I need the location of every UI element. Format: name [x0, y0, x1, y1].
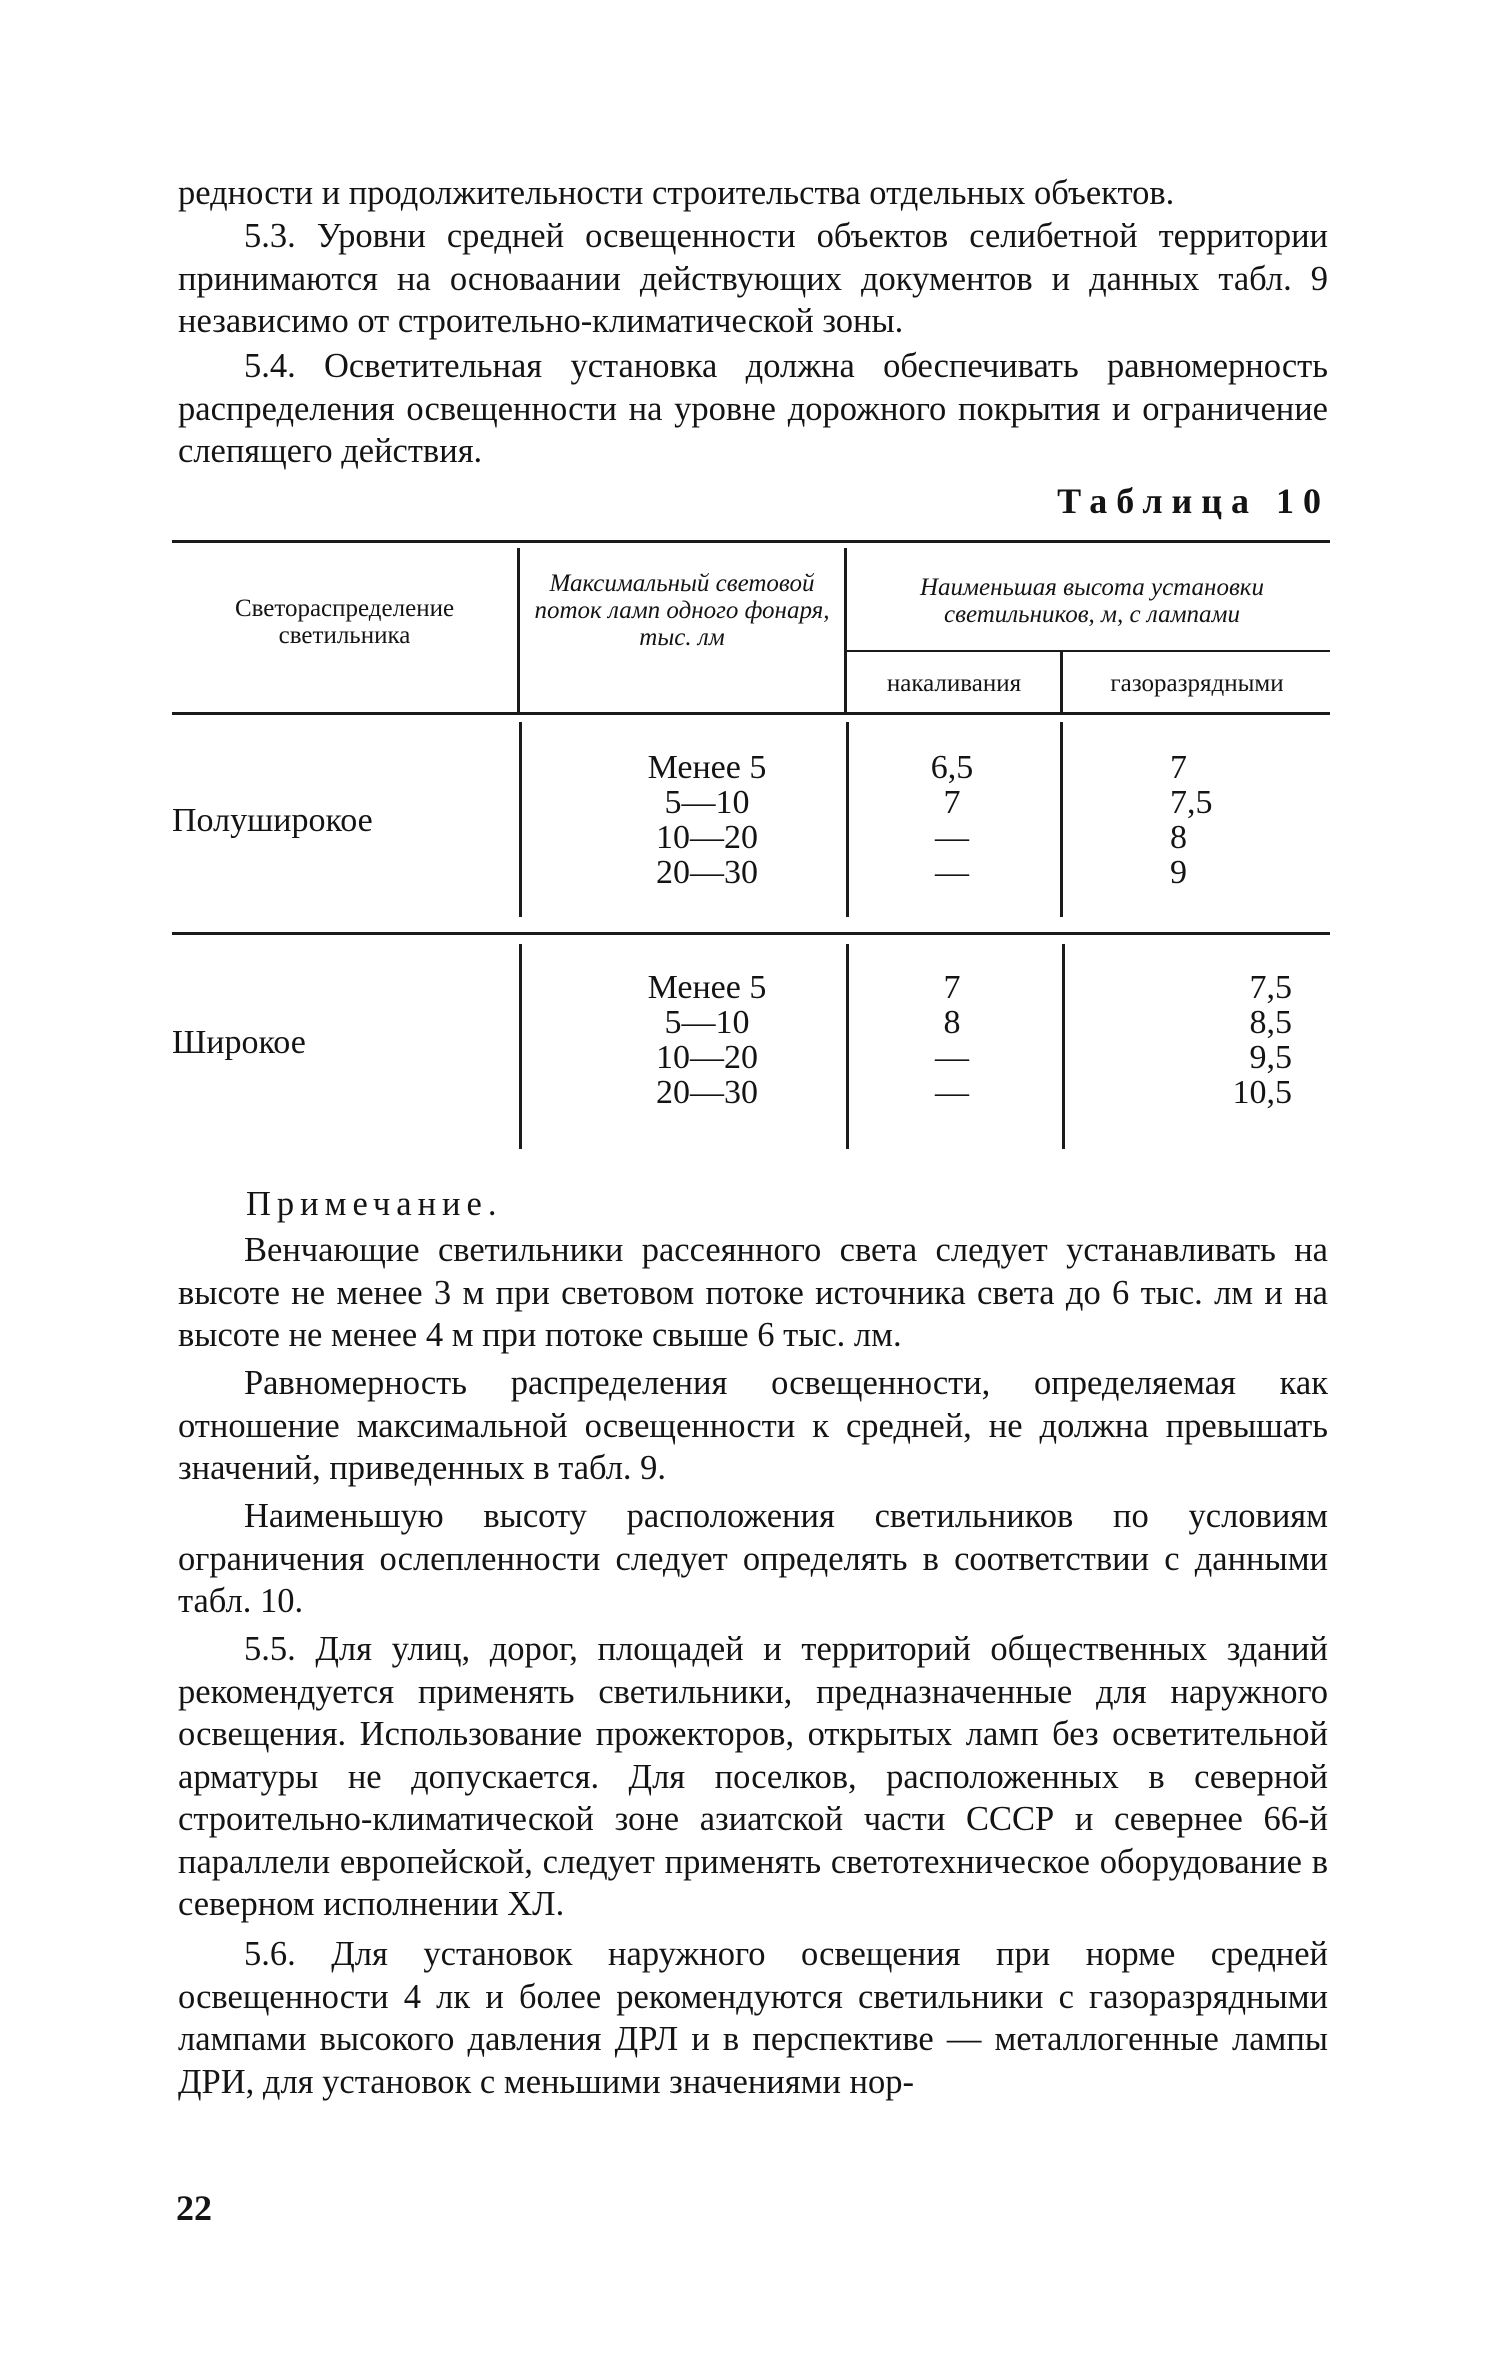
- row1-vline-1: [519, 722, 522, 917]
- row1-discharge-cell: [1170, 750, 1270, 890]
- row2-flux-cell: [617, 970, 797, 1110]
- row1-dis-2: 7,5: [1170, 784, 1213, 821]
- row2-incandescent-cell: [892, 970, 1012, 1110]
- paragraph-5-3: 5.3. Уровни средней освещенности объектов селибетной территории принимаются на основаании действующих документов и данных табл. 9 независимо от строительно-климатической зоны.: [178, 217, 1328, 340]
- row1-dis-1: 7: [1170, 749, 1187, 786]
- header-min-height: Наименьшая высота установки светильников, м, с лампами: [920, 574, 1264, 628]
- row-label-semi-wide: Полуширокое: [172, 802, 373, 839]
- row2-vline-1: [519, 944, 522, 1149]
- table-top-rule: [172, 540, 1330, 543]
- row2-flux-4: 20—30: [656, 1074, 758, 1111]
- row2-vline-3: [1062, 944, 1065, 1149]
- paragraph-5-5: 5.5. Для улиц, дорог, площадей и территорий общественных зданий рекомендуется применять светильники, предназначенные для наружного освещения. Использование прожекторов, открытых ламп без осветительной арматуры не допускается. Для поселков, расположенных в северной строительно-климатической зоне азиатской части СССР и севернее 66-й параллели европейской, следует применять светотехническое оборудование в северном исполнении ХЛ.: [178, 1630, 1328, 1923]
- row2-flux-1: Менее 5: [647, 969, 767, 1006]
- row2-inc-2: 8: [943, 1004, 961, 1041]
- row1-incandescent-cell: [892, 750, 1012, 890]
- row1-dis-3: 8: [1170, 819, 1187, 856]
- row2-dis-2: 8,5: [1249, 1004, 1292, 1041]
- header-incandescent: накаливания: [886, 670, 1022, 697]
- row1-inc-3: —: [935, 819, 969, 856]
- note-paragraph-3: Наименьшую высоту расположения светильников по условиям ограничения ослепленности следует определять в соответствии с данными табл. 10.: [178, 1497, 1328, 1620]
- row1-dis-4: 9: [1170, 854, 1187, 891]
- row2-flux-2: 5—10: [664, 1004, 750, 1041]
- row-separator-rule: [172, 932, 1330, 935]
- note-paragraph-2: Равномерность распределения освещенности, определяемая как отношение максимальной освещенности к средней, не должна превышать значений, приведенных в табл. 9.: [178, 1364, 1328, 1487]
- paragraph-5-4: 5.4. Осветительная установка должна обеспечивать равномерность распределения освещенности на уровне дорожного покрытия и ограничение слепящего действия.: [178, 347, 1328, 470]
- row1-flux-4: 20—30: [656, 854, 758, 891]
- row2-dis-1: 7,5: [1249, 969, 1292, 1006]
- row1-vline-3: [1060, 722, 1063, 917]
- row1-inc-4: —: [935, 854, 969, 891]
- header-bottom-rule: [172, 712, 1330, 715]
- row2-inc-4: —: [935, 1074, 969, 1111]
- header-max-flux: Максимальный световой поток ламп одного фонаря, тыс. лм: [534, 570, 830, 651]
- row1-inc-1: 6,5: [930, 749, 974, 786]
- row2-inc-1: 7: [943, 969, 961, 1006]
- row1-flux-2: 5—10: [664, 784, 750, 821]
- header-vline-2: [844, 548, 847, 712]
- row1-flux-3: 10—20: [656, 819, 758, 856]
- row1-flux-cell: [617, 750, 797, 890]
- header-discharge: газоразрядными: [1110, 670, 1284, 697]
- note-title: Примечание.: [246, 1185, 503, 1223]
- row1-flux-1: Менее 5: [647, 749, 767, 786]
- row2-discharge-cell: [1172, 970, 1292, 1110]
- row1-inc-2: 7: [943, 784, 961, 821]
- row2-flux-3: 10—20: [656, 1039, 758, 1076]
- data-table: [172, 540, 1330, 1160]
- row2-dis-4: 10,5: [1232, 1074, 1292, 1111]
- paragraph-continuation: редности и продолжительности строительства отдельных объектов.: [178, 174, 1175, 212]
- paragraph-5-6: 5.6. Для установок наружного освещения при норме средней освещенности 4 лк и более рекомендуются светильники с газоразрядными лампами высокого давления ДРЛ и в перспективе — металлогенные лампы ДРИ, для установок с меньшими значениями нор-: [178, 1935, 1328, 2101]
- header-vline-1: [517, 548, 520, 712]
- row2-inc-3: —: [935, 1039, 969, 1076]
- row-label-wide: Широкое: [172, 1024, 306, 1061]
- header-vline-3: [1060, 652, 1063, 712]
- note-paragraph-1: Венчающие светильники рассеянного света следует устанавливать на высоте не менее 3 м при световом потоке источника света до 6 тыс. лм и на высоте не менее 4 м при потоке свыше 6 тыс. лм.: [178, 1231, 1328, 1354]
- row2-dis-3: 9,5: [1249, 1039, 1292, 1076]
- row2-vline-2: [846, 944, 849, 1149]
- row1-vline-2: [846, 722, 849, 917]
- page-number: 22: [176, 2188, 212, 2228]
- header-light-distribution: Светораспределение светильника: [234, 595, 455, 649]
- table-title: Таблица 10: [1057, 481, 1330, 521]
- subheader-rule: [844, 650, 1330, 652]
